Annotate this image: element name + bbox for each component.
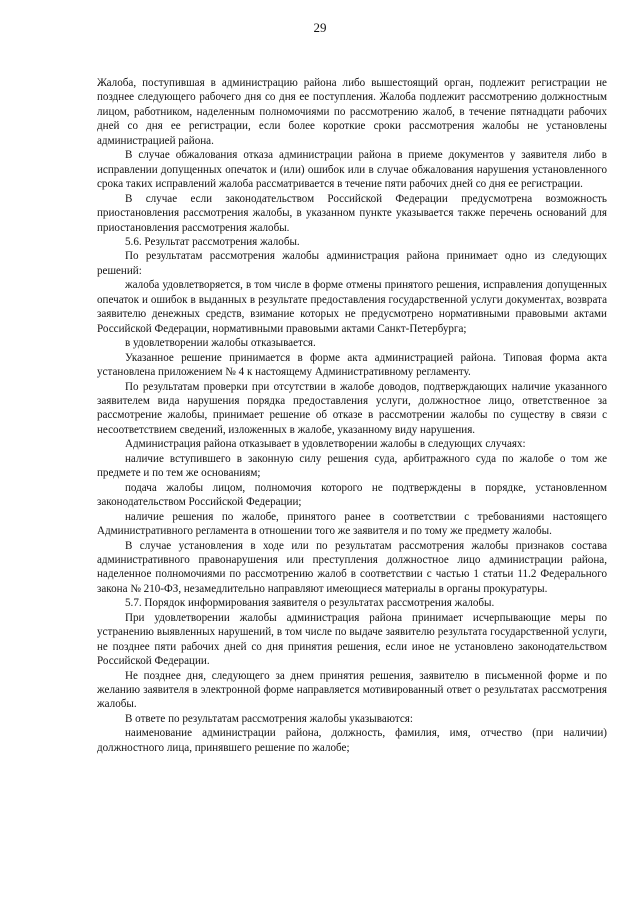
paragraph-verification-results: По результатам проверки при отсутствии в жалобе доводов, подтверждающих наличие указанного заявителем вида нарушения порядка предоставления услуги, должностное лицо, ответственное за рассмотрение жалобы, принимает решение об отказе в рассмотрении жалобы по существу в связи с несоответствием сведений, изложенных в жалобе, указанному виду нарушения. — [97, 380, 607, 436]
paragraph-response-deadline: Не позднее дня, следующего за днем принятия решения, заявителю в письменной форме и по желанию заявителя в электронной форме направляется мотивированный ответ о результатах рассмотрения жалобы. — [97, 669, 607, 711]
paragraph-refusal-appeal: В случае обжалования отказа администрации района в приеме документов у заявителя либо в исправлении допущенных опечаток и (или) ошибок или в случае обжалования нарушения установленного срока таких исправлений жалоба рассматривается в течение пяти рабочих дней со дня ее регистрации. — [97, 149, 607, 191]
section-heading-5-7: 5.7. Порядок информирования заявителя о результатах рассмотрения жалобы. — [125, 597, 495, 610]
document-body — [97, 76, 607, 755]
paragraph-suspension: В случае если законодательством Российской Федерации предусмотрена возможность приостановления рассмотрения жалобы, в указанном пункте указывается также перечень оснований для приостановления рассмотрения жалобы. — [97, 192, 607, 234]
list-item-unconfirmed-authority: подача жалобы лицом, полномочия которого не подтверждены в порядке, установленном законодательством Российской Федерации; — [97, 481, 607, 509]
paragraph-decision-form: Указанное решение принимается в форме акта администрацией района. Типовая форма акта установлена приложением № 4 к настоящему Административному регламенту. — [97, 351, 607, 379]
page-number: 29 — [313, 20, 327, 35]
paragraph-refusal-cases-intro: Администрация района отказывает в удовлетворении жалобы в следующих случаях: — [125, 438, 526, 451]
list-item-court-decision: наличие вступившего в законную силу решения суда, арбитражного суда по жалобе о том же предмете и по тем же основаниям; — [97, 452, 607, 480]
paragraph-response-contents-intro: В ответе по результатам рассмотрения жалобы указываются: — [125, 712, 413, 725]
paragraph-decisions-intro: По результатам рассмотрения жалобы администрация района принимает одно из следующих решений: — [97, 250, 607, 277]
paragraph-satisfaction-measures: При удовлетворении жалобы администрация района принимает исчерпывающие меры по устранению выявленных нарушений, в том числе по выдаче заявителю результата государственной услуги, не позднее пяти рабочих дней со дня принятия решения, если иное не установлено законодательством Российской Федерации. — [97, 611, 607, 668]
list-item-complaint-refused: в удовлетворении жалобы отказывается. — [125, 337, 316, 350]
paragraph-complaint-registration: Жалоба, поступившая в администрацию района либо вышестоящий орган, подлежит регистрации не позднее следующего рабочего дня со дня ее поступления. Жалоба подлежит рассмотрению должностным лицом, работником, наделенным полномочиями по рассмотрению жалоб, в течение пятнадцати рабочих дней со дня ее регистрации, если более короткие сроки рассмотрения жалобы не установлены администрацией района. — [97, 77, 607, 147]
paragraph-offense-signs: В случае установления в ходе или по результатам рассмотрения жалобы признаков состава административного правонарушения или преступления должностное лицо администрации района, наделенное полномочиями по рассмотрению жалоб в соответствии с частью 1 статьи 11.2 Федерального закона № 210-ФЗ, незамедлительно направляют имеющиеся материалы в органы прокуратуры. — [97, 539, 607, 595]
list-item-prior-decision: наличие решения по жалобе, принятого ранее в соответствии с требованиями настоящего Административного регламента в отношении того же заявителя и по тому же предмету жалобы. — [97, 510, 607, 538]
list-item-authority-name: наименование администрации района, должность, фамилия, имя, отчество (при наличии) должностного лица, принявшего решение по жалобе; — [97, 727, 607, 754]
section-heading-5-6: 5.6. Результат рассмотрения жалобы. — [125, 235, 300, 248]
list-item-complaint-satisfied: жалоба удовлетворяется, в том числе в форме отмены принятого решения, исправления допущенных опечаток и ошибок в выданных в результате предоставления государственной услуги документах, возврата заявителю денежных средств, взимание которых не предусмотрено нормативными правовыми актами Российской Федерации, нормативными правовыми актами Санкт-Петербурга; — [97, 279, 607, 335]
